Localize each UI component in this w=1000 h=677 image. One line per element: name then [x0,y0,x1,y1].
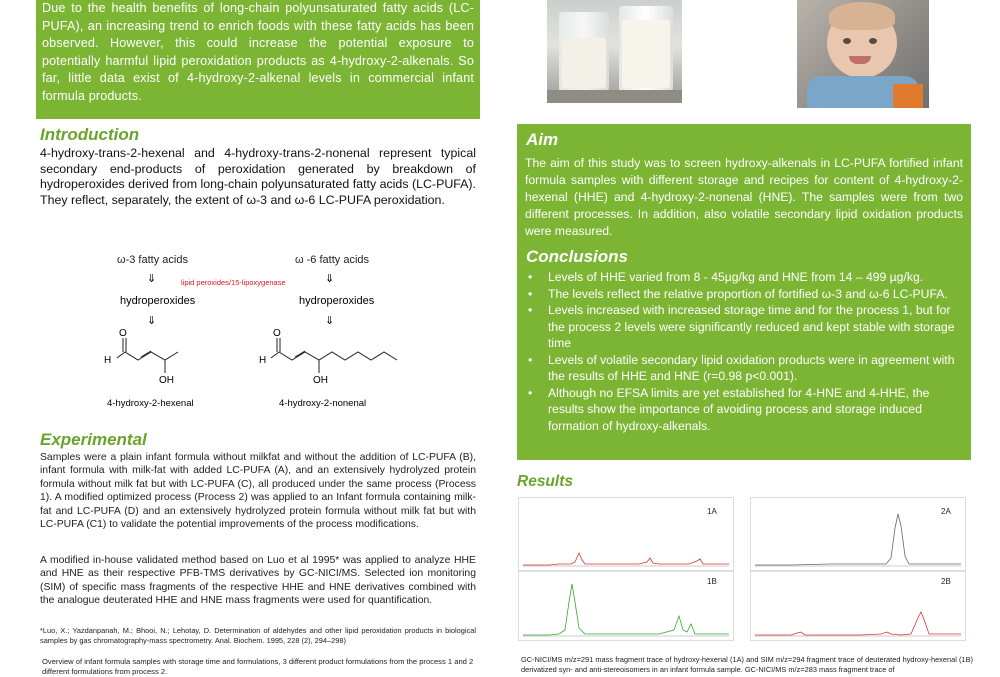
arrow-down-icon: ⇓ [147,315,157,327]
introduction-heading: Introduction [40,125,140,144]
nonenal-o: O [273,328,281,339]
conclusion-item: • The levels reflect the relative proportion of fortified ω-3 and ω-6 LC-PUFA. [548,286,966,303]
arrow-down-icon: ⇓ [147,273,157,285]
hexenal-structure [117,338,178,373]
formula-samples-photo [547,0,682,103]
baby-photo [797,0,929,108]
reference-text: *Luo, X.; Yazdanpanah, M.; Bhooi, N.; Lehotay, D. Determination of aldehydes and other lipid peroxidation products in biological samples by gas chromatography-mass spectrometry. Anal. Biochem. 1995, 228 (2), 294–298) [40,626,476,645]
nonenal-structure [271,338,397,373]
enzyme-label: lipid peroxides/15-lipoxygenase [181,278,286,287]
results-caption: GC-NICI/MS m/z=291 mass fragment trace of hydroxy-hexenal (1A) and SIM m/z=294 fragment trace of deuterated hydroxy-hexenal (1B) derivatized syn- and anti-stereoisomers in an infant formula sample. GC-NICI/MS m/z=283 mass fragment trace of [521,655,973,674]
panel-label: 2A [941,507,951,516]
chromatograms-panel [518,497,974,647]
panel-label: 2B [941,577,951,586]
hexenal-h: H [104,355,112,366]
experimental-paragraph-2: A modified in-house validated method based on Luo et al 1995* was applied to analyze HHE and HNE as their respective PFB-TMS derivatives by GC-NICI/MS. Selected ion monitoring (SIM) of specific mass fragments of the respective HHE and HNE derivatives combined with the analogue deuterated HHE and HNE mass fragments were used for quantification. [40,555,476,607]
nonenal-name: 4-hydroxy-2-nonenal [279,398,367,409]
aim-conclusions-box [517,124,971,460]
chromatogram-1b [518,571,734,641]
arrow-down-icon: ⇓ [325,273,335,285]
table-caption: Overview of infant formula samples with storage time and formulations, 3 different product formulations from the process 1 and 2 different formulations from process 2. [42,657,474,676]
introduction-text: 4-hydroxy-trans-2-hexenal and 4-hydroxy-trans-2-nonenal represent typical secondary end-products of peroxidation generated by breakdown of hydroperoxides derived from long-chain polyunsaturated fatty acids (LC-PUFA). They reflect, separately, the extent of ω-3 and ω-6 LC-PUFA peroxidation. [40,146,476,207]
experimental-heading: Experimental [40,430,147,449]
conclusions-list [526,269,966,434]
panel-label: 1A [707,507,717,516]
aim-text: The aim of this study was to screen hydroxy-alkenals in LC-PUFA fortified infant formula samples with different storage and recipes for content of 4-hydroxy-2-hexenal (HHE) and 4-hydroxy-2-nonenal (HNE). The samples were from two different processes. In addition, also volatile secondary lipid oxidation products were measured. [525,156,963,238]
hydroperoxides-right-label: hydroperoxides [299,295,375,307]
panel-label: 1B [707,577,717,586]
nonenal-h: H [259,355,267,366]
chromatogram-2b [750,571,966,641]
chromatogram-1a [518,497,734,571]
reaction-scheme [95,248,435,416]
hexenal-o: O [119,328,127,339]
arrow-down-icon: ⇓ [325,315,335,327]
experimental-paragraph-1: Samples were a plain infant formula without milkfat and without the addition of LC-PUFA (B), infant formula with milk-fat with added LC-PUFA (A), and an extensively hydrolyzed protein formula without milk fat but with LC-PUFA (C), all produced under the same process (Process 1). A modified optimized process (Process 2) was applied to an Infant formula containing milk-fat and LC-PUFA (D) and an extensively hydrolyzed protein formula without milk fat but with LC-PUFA (C1) to validate the potential improvements of the process modifications. [40,452,476,531]
intro-summary-box [36,0,480,119]
chromatogram-2a [750,497,966,571]
conclusions-heading: Conclusions [526,247,629,266]
results-heading: Results [517,473,573,490]
hexenal-oh: OH [159,375,174,386]
intro-summary-text: Due to the health benefits of long-chain polyunsaturated fatty acids (LC-PUFA), an increasing trend to enrich foods with these fatty acids has been observed. However, this could increase the potential exposure to potentially harmful lipid peroxidation products as 4-hydroxy-2-alkenals. So far, little data exist of 4-hydroxy-2-alkenal levels in commercial infant formula products. [42,1,474,103]
conclusion-item: • Levels of HHE varied from 8 - 45µg/kg and HNE from 14 – 499 µg/kg. [548,269,966,286]
omega3-label: ω-3 fatty acids [117,254,188,266]
conclusion-item: • Levels of volatile secondary lipid oxidation products were in agreement with the results of HHE and HNE (r=0.98 p<0.001). [548,352,966,385]
omega6-label: ω -6 fatty acids [295,254,370,266]
hexenal-name: 4-hydroxy-2-hexenal [107,398,194,409]
hydroperoxides-left-label: hydroperoxides [120,295,196,307]
conclusion-item: • Although no EFSA limits are yet established for 4-HNE and 4-HHE, the results show the importance of avoiding process and storage induced formation of hydroxy-alkenals. [548,385,966,435]
aim-heading: Aim [526,130,559,149]
nonenal-oh: OH [313,375,328,386]
conclusion-item: • Levels increased with increased storage time and for the process 1, but for the process 2 levels were significantly reduced and kept stable with storage time [548,302,966,352]
